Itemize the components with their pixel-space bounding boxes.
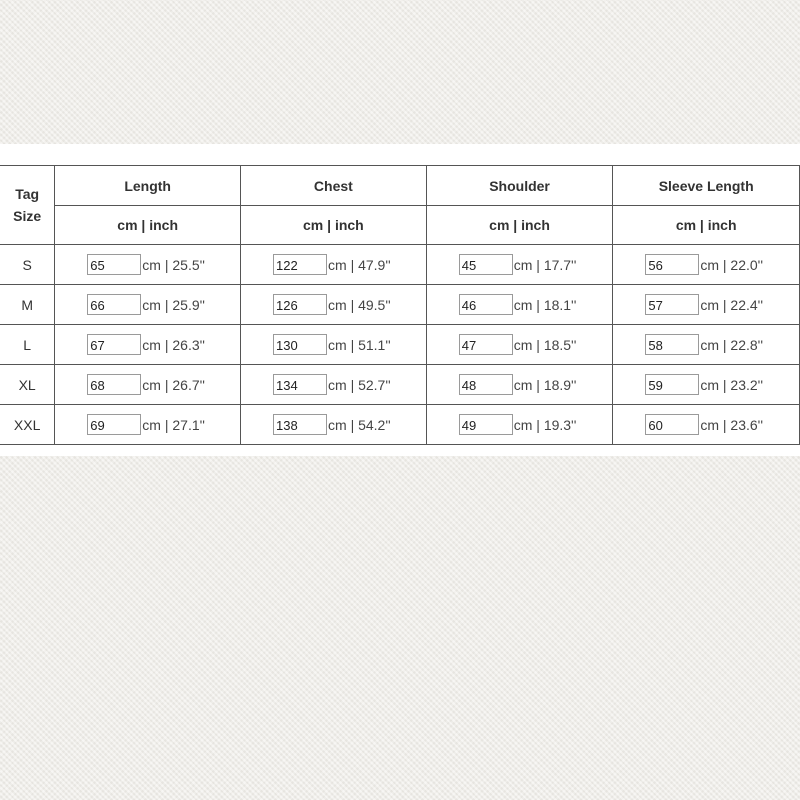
measurement-cell-shoulder — [426, 365, 613, 405]
table-row — [0, 325, 800, 365]
measurement-value-group — [427, 374, 613, 395]
measurement-value-group — [613, 414, 799, 435]
chest-cm-input[interactable] — [273, 334, 327, 355]
measurement-value-group — [613, 294, 799, 315]
measurement-cell-sleeve-length — [613, 405, 800, 445]
sleeve-length-conversion-text: cm | 23.6'' — [700, 416, 764, 433]
chest-cm-input[interactable] — [273, 294, 327, 315]
measurement-cell-chest — [241, 325, 427, 365]
measurement-cell-sleeve-length — [613, 285, 800, 325]
chest-conversion-text: cm | 49.5'' — [328, 296, 391, 313]
measurement-value-group — [241, 294, 426, 315]
length-conversion-text: cm | 25.9'' — [142, 296, 205, 313]
chest-cm-input[interactable] — [273, 374, 327, 395]
shoulder-conversion-text: cm | 18.5'' — [513, 336, 577, 353]
column-header-chest: Chest — [241, 166, 427, 206]
measurement-value-group — [241, 414, 426, 435]
shoulder-cm-input[interactable] — [459, 374, 513, 395]
shoulder-conversion-text: cm | 18.1'' — [513, 296, 577, 313]
measurement-value-group — [55, 254, 240, 275]
length-cm-input[interactable] — [87, 374, 141, 395]
table-row — [0, 245, 800, 285]
shoulder-cm-input[interactable] — [459, 334, 513, 355]
measurement-value-group — [241, 334, 426, 355]
size-label: XL — [0, 365, 55, 405]
measurement-cell-length — [55, 245, 241, 285]
measurement-value-group — [241, 374, 426, 395]
column-header-length: Length — [55, 166, 241, 206]
tag-size-label-line1: Tag — [15, 186, 40, 202]
shoulder-cm-input[interactable] — [459, 254, 513, 275]
unit-header-sleeve-length: cm | inch — [613, 206, 800, 245]
sleeve-length-cm-input[interactable] — [645, 334, 699, 355]
sleeve-length-conversion-text: cm | 22.0'' — [700, 256, 764, 273]
size-label: S — [0, 245, 55, 285]
length-conversion-text: cm | 27.1'' — [142, 416, 205, 433]
measurement-value-group — [55, 334, 240, 355]
measurement-cell-chest — [241, 405, 427, 445]
tag-size-header — [0, 166, 55, 245]
shoulder-conversion-text: cm | 18.9'' — [513, 376, 577, 393]
chest-conversion-text: cm | 54.2'' — [328, 416, 391, 433]
unit-header-length: cm | inch — [55, 206, 241, 245]
measurement-value-group — [613, 374, 799, 395]
length-cm-input[interactable] — [87, 294, 141, 315]
chest-conversion-text: cm | 47.9'' — [328, 256, 391, 273]
sleeve-length-conversion-text: cm | 22.4'' — [700, 296, 764, 313]
tag-size-label-line2: Size — [13, 208, 42, 224]
sleeve-length-conversion-text: cm | 22.8'' — [700, 336, 764, 353]
header-row — [0, 166, 800, 206]
shoulder-conversion-text: cm | 17.7'' — [513, 256, 577, 273]
measurement-value-group — [55, 414, 240, 435]
shoulder-cm-input[interactable] — [459, 414, 513, 435]
chest-conversion-text: cm | 51.1'' — [328, 336, 391, 353]
size-label: XXL — [0, 405, 55, 445]
table-row — [0, 285, 800, 325]
shoulder-cm-input[interactable] — [459, 294, 513, 315]
unit-header-shoulder: cm | inch — [426, 206, 613, 245]
measurement-value-group — [427, 334, 613, 355]
measurement-cell-length — [55, 365, 241, 405]
unit-row — [0, 206, 800, 245]
measurement-cell-shoulder — [426, 405, 613, 445]
measurement-value-group — [55, 294, 240, 315]
chest-cm-input[interactable] — [273, 414, 327, 435]
table-row — [0, 405, 800, 445]
shoulder-conversion-text: cm | 19.3'' — [513, 416, 577, 433]
measurement-cell-shoulder — [426, 245, 613, 285]
measurement-cell-length — [55, 325, 241, 365]
measurement-cell-chest — [241, 245, 427, 285]
measurement-value-group — [427, 254, 613, 275]
length-cm-input[interactable] — [87, 254, 141, 275]
chest-conversion-text: cm | 52.7'' — [328, 376, 391, 393]
measurement-cell-shoulder — [426, 285, 613, 325]
measurement-value-group — [427, 294, 613, 315]
length-cm-input[interactable] — [87, 334, 141, 355]
size-chart-panel — [0, 144, 800, 456]
measurement-value-group — [241, 254, 426, 275]
sleeve-length-cm-input[interactable] — [645, 374, 699, 395]
column-header-shoulder: Shoulder — [426, 166, 613, 206]
size-chart-table — [0, 165, 800, 445]
length-cm-input[interactable] — [87, 414, 141, 435]
column-header-sleeve-length: Sleeve Length — [613, 166, 800, 206]
sleeve-length-cm-input[interactable] — [645, 254, 699, 275]
size-rows — [0, 245, 800, 445]
measurement-value-group — [55, 374, 240, 395]
sleeve-length-cm-input[interactable] — [645, 294, 699, 315]
length-conversion-text: cm | 26.3'' — [142, 336, 205, 353]
measurement-cell-sleeve-length — [613, 325, 800, 365]
measurement-cell-length — [55, 405, 241, 445]
size-label: M — [0, 285, 55, 325]
table-row — [0, 365, 800, 405]
measurement-value-group — [613, 254, 799, 275]
length-conversion-text: cm | 26.7'' — [142, 376, 205, 393]
sleeve-length-conversion-text: cm | 23.2'' — [700, 376, 764, 393]
chest-cm-input[interactable] — [273, 254, 327, 275]
measurement-value-group — [613, 334, 799, 355]
measurement-cell-chest — [241, 285, 427, 325]
length-conversion-text: cm | 25.5'' — [142, 256, 205, 273]
size-label: L — [0, 325, 55, 365]
sleeve-length-cm-input[interactable] — [645, 414, 699, 435]
measurement-cell-chest — [241, 365, 427, 405]
measurement-cell-length — [55, 285, 241, 325]
measurement-cell-sleeve-length — [613, 245, 800, 285]
measurement-cell-sleeve-length — [613, 365, 800, 405]
unit-header-chest: cm | inch — [241, 206, 427, 245]
measurement-value-group — [427, 414, 613, 435]
measurement-cell-shoulder — [426, 325, 613, 365]
